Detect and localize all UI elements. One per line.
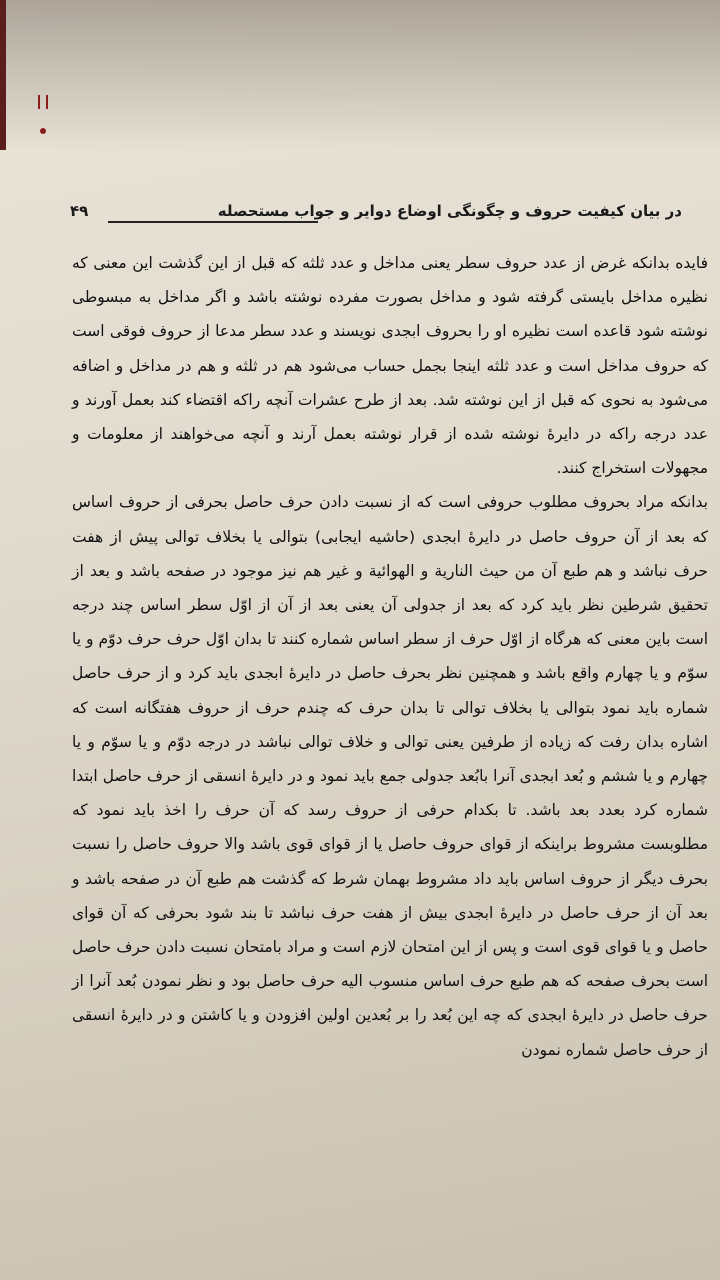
paragraph: بدانکه مراد بحروف مطلوب حروفی است که از نسبت دادن حرف حاصل بحرفی از حروف اساس که بعد از آن حروف حاصل در دایرهٔ ابجدی (حاشیه ایجابی) بتوالی یا بخلاف توالی پیش از هفت حرف نباشد و هم طبع آن من حیث النارية و الهوائية و غیر هم نیز موجود در صفحه باشد و بعد از تحقیق شرطین نظر باید کرد که بعد از جدولی آن یعنی بعد از آن از اوّل سطر اساس چند درجه است باین معنی که هرگاه از اوّل حرف از سطر اساس شماره کنند تا بدان اوّل حرف حرف دوّم و یا سوّم و یا چهارم واقع باشد و همچنین نظر بحرف حاصل در دایرهٔ ابجدی باید کرد و از حرف حاصل شماره باید نمود بتوالی یا بخلاف توالی تا بدان حرف که چندم حرف از حروف هفتگانه است که اشاره بدان رفت که زیاده از طرفین یعنی توالی و خلاف توالی نباشد در درجه دوّم و یا سوّم و یا چهارم و یا ششم و بُعد ابجدی آنرا بابُعد جدولی جمع باید نمود و در دایرهٔ انسقی از حرف حاصل ابتدا شماره کرد بعدد بعد باشد. تا بکدام حرفی از حروف رسد که آن حرف را اخذ باید نمود که مطلوبست مشروط براینکه از قوای حروف حاصل یا از قوای قوی باشد والا حروف حاصل را نسبت بحرف دیگر از حروف اساس باید داد مشروط بهمان شرط که گذشت هم طبع آن در صفحه باشد و بعد آن از حرف حاصل در دایرهٔ ابجدی بیش از هفت حرف نباشد تا بند شود بحرفی که آن قوای حاصل و یا قوای قوی است و پس از این امتحان لازم است و مراد بامتحان نسبت دادن حرف حاصل است بحرف صفحه که هم طبع حرف اساس منسوب الیه حرف حاصل بود و نظر نمودن بُعد آنرا از حرف حاصل در دایرهٔ ابجدی که چه این بُعد را بر بُعدین اولین افزودن و یا کاشتن و در دایرهٔ انسقی از حرف حاصل شماره نمودن: [72, 493, 708, 1059]
margin-mark: [38, 95, 48, 109]
header-rule: [108, 221, 318, 223]
running-header: [70, 198, 682, 238]
header-title: در بیان کیفیت حروف و چگونگی اوضاع دوایر و جواب مستحصله: [217, 202, 682, 220]
paragraph: فایده بدانکه غرض از عدد حروف سطر یعنی مداخل و عدد ثلثه که قبل از این گذشت این معنی که نظیره مداخل بایستی گرفته شود و مداخل بصورت مفرده نوشته باشد و اگر مداخل به مبسوطی نوشته شود قاعده است نظیره او را بحروف ابجدی نویسند و عدد سطر مدعا از حروف فوقی است که حروف مداخل است و عدد ثلثه اینجا بجمل حساب می‌شود هم در ثلثه و هم در مداخل و اضافه می‌شود به نحوی که قبل از این نوشته شد. بعد از طرح عشرات آنچه راکه اقتضاء کند بعمل آورند و عدد درجه راکه در دایرهٔ نوشته شده از قرار نوشته بعمل آرند و آنچه می‌خواهند از معلومات و مجهولات استخراج کنند.: [72, 254, 708, 478]
book-cover-edge: [0, 0, 6, 150]
page-top-shadow: [0, 0, 720, 150]
page-number: ۴۹: [70, 202, 89, 220]
margin-dot: [40, 128, 46, 134]
body-text: [72, 246, 708, 1276]
